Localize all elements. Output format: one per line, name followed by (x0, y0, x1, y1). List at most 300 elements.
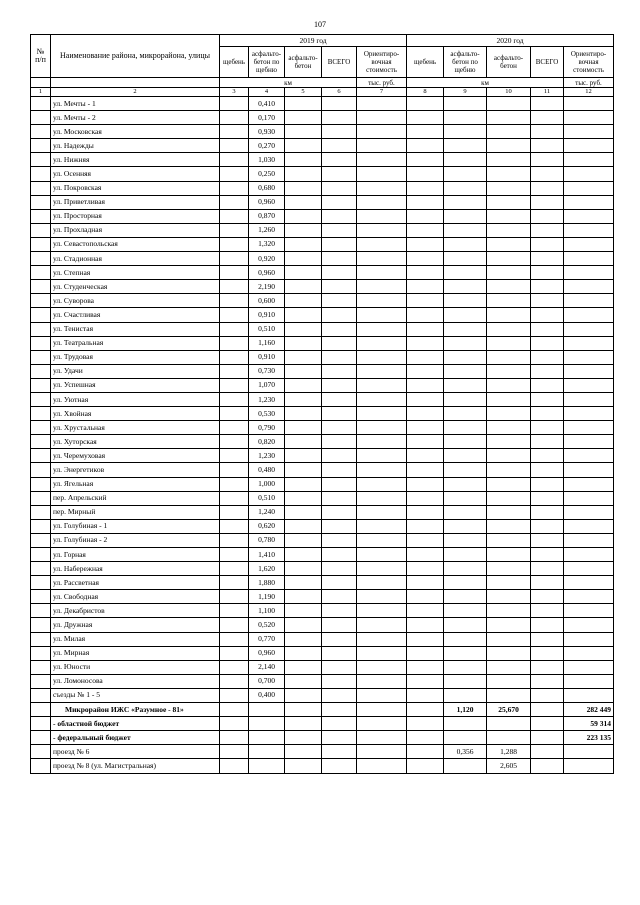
value-cell (357, 280, 407, 294)
value-cell (285, 477, 322, 491)
row-number-cell (31, 139, 51, 153)
value-cell (407, 294, 444, 308)
value-cell (357, 139, 407, 153)
asph-shch-2019-cell: 0,510 (249, 322, 285, 336)
row-number-cell (31, 562, 51, 576)
value-cell (285, 237, 322, 251)
value-cell (531, 491, 564, 505)
value-cell (444, 97, 487, 111)
value-cell (531, 195, 564, 209)
value-cell (357, 294, 407, 308)
value-cell (357, 364, 407, 378)
summary-name-cell: Микрорайон ИЖС «Разумное - 81» (51, 703, 220, 717)
value-cell (407, 646, 444, 660)
value-cell (444, 674, 487, 688)
value-cell (487, 237, 531, 251)
value-cell (285, 562, 322, 576)
value-cell (444, 632, 487, 646)
value-cell (407, 407, 444, 421)
value-cell (357, 660, 407, 674)
value-cell (487, 350, 531, 364)
value-cell (357, 632, 407, 646)
table-row (31, 533, 614, 547)
table-row (31, 322, 614, 336)
value-cell (322, 519, 357, 533)
value-cell (407, 548, 444, 562)
value-cell (357, 266, 407, 280)
row-number-cell (31, 125, 51, 139)
row-number-cell (31, 209, 51, 223)
name-header: Наименование района, микрорайона, улицы (51, 35, 220, 78)
row-number-cell (31, 407, 51, 421)
street-name-cell: ул. Свободная (51, 590, 220, 604)
value-cell (487, 576, 531, 590)
value-cell (220, 195, 249, 209)
value-cell (285, 407, 322, 421)
value-cell (564, 533, 614, 547)
value-cell (285, 660, 322, 674)
summary-name-cell: - федеральный бюджет (51, 731, 220, 745)
num-header: № п/п (31, 35, 51, 78)
value-cell (531, 745, 564, 759)
cost-2020-cell: 282 449 (564, 703, 614, 717)
value-cell (531, 378, 564, 392)
value-cell (220, 364, 249, 378)
value-cell (220, 717, 249, 731)
value-cell (444, 322, 487, 336)
value-cell (357, 209, 407, 223)
asph-shch-2019-cell: 0,530 (249, 407, 285, 421)
value-cell (564, 618, 614, 632)
table-row (31, 646, 614, 660)
value-cell (357, 308, 407, 322)
value-cell (285, 181, 322, 195)
value-cell (220, 576, 249, 590)
value-cell (322, 449, 357, 463)
value-cell (564, 237, 614, 251)
value-cell (322, 604, 357, 618)
table-row (31, 392, 614, 406)
street-name-cell: ул. Счастливая (51, 308, 220, 322)
value-cell (444, 618, 487, 632)
asph-shch-2019-cell: 0,620 (249, 519, 285, 533)
value-cell (285, 336, 322, 350)
value-cell (564, 153, 614, 167)
value-cell (322, 590, 357, 604)
street-name-cell: ул. Театральная (51, 336, 220, 350)
value-cell (444, 646, 487, 660)
value-cell (564, 97, 614, 111)
value-cell (322, 688, 357, 702)
value-cell (357, 477, 407, 491)
value-cell (487, 674, 531, 688)
value-cell (322, 223, 357, 237)
value-cell (407, 562, 444, 576)
asph-shch-2019-cell: 0,910 (249, 308, 285, 322)
value-cell (220, 505, 249, 519)
value-cell (357, 604, 407, 618)
value-cell (531, 618, 564, 632)
value-cell (531, 223, 564, 237)
value-cell (220, 674, 249, 688)
value-cell (531, 364, 564, 378)
row-number-cell (31, 632, 51, 646)
table-row (31, 308, 614, 322)
value-cell (531, 167, 564, 181)
table-row (31, 463, 614, 477)
asph-shch-2019-cell: 0,600 (249, 294, 285, 308)
row-number-cell (31, 421, 51, 435)
value-cell (444, 435, 487, 449)
value-cell (220, 252, 249, 266)
value-cell (407, 759, 444, 773)
value-cell (357, 463, 407, 477)
row-number-cell (31, 392, 51, 406)
value-cell (285, 618, 322, 632)
page-number: 107 (314, 20, 326, 29)
asph-shch-2019-cell: 1,230 (249, 392, 285, 406)
table-row (31, 125, 614, 139)
asph-shch-2019-cell: 0,930 (249, 125, 285, 139)
summary-row (31, 717, 614, 731)
value-cell (531, 505, 564, 519)
value-cell (322, 111, 357, 125)
value-cell (444, 153, 487, 167)
value-cell (564, 463, 614, 477)
value-cell (531, 308, 564, 322)
value-cell (285, 604, 322, 618)
value-cell (285, 491, 322, 505)
value-cell (487, 477, 531, 491)
value-cell (564, 308, 614, 322)
value-cell (531, 519, 564, 533)
value-cell (322, 392, 357, 406)
value-cell (322, 491, 357, 505)
value-cell (487, 125, 531, 139)
value-cell (357, 421, 407, 435)
value-cell (407, 660, 444, 674)
row-number-cell (31, 252, 51, 266)
value-cell (357, 252, 407, 266)
value-cell (322, 505, 357, 519)
asph-shch-2020-cell: 1,120 (444, 703, 487, 717)
value-cell (322, 745, 357, 759)
asph-shch-2019-cell: 1,880 (249, 576, 285, 590)
value-cell (220, 660, 249, 674)
asph-shch-2019-cell: 1,100 (249, 604, 285, 618)
value-cell (564, 209, 614, 223)
value-cell (444, 266, 487, 280)
value-cell (407, 252, 444, 266)
asph-shch-2019-cell: 0,920 (249, 252, 285, 266)
value-cell (564, 562, 614, 576)
value-cell (357, 350, 407, 364)
value-cell (357, 688, 407, 702)
row-number-cell (31, 604, 51, 618)
row-number-cell (31, 477, 51, 491)
summary-row (31, 731, 614, 745)
value-cell (487, 407, 531, 421)
value-cell (531, 407, 564, 421)
asph-shch-2019-cell: 1,620 (249, 562, 285, 576)
value-cell (407, 632, 444, 646)
table-row (31, 435, 614, 449)
row-number-cell (31, 364, 51, 378)
value-cell (357, 533, 407, 547)
value-cell (285, 139, 322, 153)
row-number-cell (31, 745, 51, 759)
value-cell (564, 280, 614, 294)
value-cell (357, 590, 407, 604)
value-cell (407, 378, 444, 392)
value-cell (531, 632, 564, 646)
value-cell (322, 618, 357, 632)
value-cell (322, 759, 357, 773)
value-cell (564, 660, 614, 674)
value-cell (444, 421, 487, 435)
value-cell (322, 308, 357, 322)
asph-shch-2020-cell (444, 717, 487, 731)
table-row (31, 252, 614, 266)
asph-2020-cell: 25,670 (487, 703, 531, 717)
value-cell (487, 223, 531, 237)
value-cell (220, 378, 249, 392)
asph-shch-2019-cell: 1,000 (249, 477, 285, 491)
value-cell (322, 477, 357, 491)
value-cell (444, 576, 487, 590)
value-cell (407, 421, 444, 435)
value-cell (357, 181, 407, 195)
value-cell (357, 674, 407, 688)
street-name-cell: пер. Апрельский (51, 491, 220, 505)
value-cell (487, 252, 531, 266)
table-row (31, 294, 614, 308)
value-cell (531, 280, 564, 294)
value-cell (357, 449, 407, 463)
street-name-cell: ул. Уютная (51, 392, 220, 406)
asph-2020-cell: 1,288 (487, 745, 531, 759)
value-cell (220, 745, 249, 759)
value-cell (487, 195, 531, 209)
asph-shch-2019-cell: 0,170 (249, 111, 285, 125)
value-cell (531, 435, 564, 449)
value-cell (531, 674, 564, 688)
value-cell (357, 519, 407, 533)
value-cell (220, 688, 249, 702)
unit-km-2019: км (220, 78, 357, 88)
value-cell (322, 97, 357, 111)
value-cell (220, 646, 249, 660)
street-name-cell: ул. Просторная (51, 209, 220, 223)
value-cell (407, 181, 444, 195)
value-cell (357, 223, 407, 237)
value-cell (285, 548, 322, 562)
value-cell (322, 660, 357, 674)
value-cell (531, 181, 564, 195)
value-cell (564, 336, 614, 350)
row-number-cell (31, 111, 51, 125)
value-cell (322, 139, 357, 153)
row-number-cell (31, 731, 51, 745)
cost-2020-cell (564, 745, 614, 759)
row-number-cell (31, 491, 51, 505)
value-cell (285, 745, 322, 759)
value-cell (564, 421, 614, 435)
asph-shch-2019-cell: 0,960 (249, 195, 285, 209)
street-name-cell: ул. Нижняя (51, 153, 220, 167)
asph-shch-2019-cell: 0,960 (249, 266, 285, 280)
summary-name-cell: проезд № 6 (51, 745, 220, 759)
value-cell (531, 688, 564, 702)
value-cell (407, 449, 444, 463)
table-row (31, 477, 614, 491)
value-cell (487, 336, 531, 350)
value-cell (357, 562, 407, 576)
asph-2020-cell (487, 717, 531, 731)
table-row (31, 209, 614, 223)
asph-shch-2019-cell: 0,680 (249, 181, 285, 195)
value-cell (564, 477, 614, 491)
value-cell (285, 308, 322, 322)
value-cell (564, 548, 614, 562)
row-number-cell (31, 280, 51, 294)
col-asph-shch-2020: асфальто-бетон по щебню (444, 47, 487, 78)
value-cell (444, 548, 487, 562)
asph-shch-2019-cell: 1,230 (249, 449, 285, 463)
cost-2020-cell: 59 314 (564, 717, 614, 731)
value-cell (220, 322, 249, 336)
row-number-cell (31, 449, 51, 463)
row-number-cell (31, 294, 51, 308)
value-cell (407, 590, 444, 604)
asph-2020-cell (487, 731, 531, 745)
value-cell (357, 717, 407, 731)
value-cell (407, 364, 444, 378)
summary-row (31, 759, 614, 773)
table-row (31, 449, 614, 463)
value-cell (444, 364, 487, 378)
table-row (31, 632, 614, 646)
value-cell (487, 632, 531, 646)
table-row (31, 111, 614, 125)
table-row (31, 280, 614, 294)
street-name-cell: ул. Суворова (51, 294, 220, 308)
value-cell (285, 632, 322, 646)
value-cell (487, 519, 531, 533)
value-cell (220, 759, 249, 773)
value-cell (444, 111, 487, 125)
value-cell (407, 167, 444, 181)
value-cell (357, 505, 407, 519)
value-cell (357, 111, 407, 125)
street-name-cell: ул. Ломоносова (51, 674, 220, 688)
value-cell (285, 646, 322, 660)
value-cell (564, 646, 614, 660)
row-number-cell (31, 463, 51, 477)
value-cell (220, 407, 249, 421)
value-cell (487, 533, 531, 547)
value-cell (407, 392, 444, 406)
value-cell (487, 266, 531, 280)
value-cell (322, 237, 357, 251)
value-cell (285, 576, 322, 590)
value-cell (407, 477, 444, 491)
value-cell (285, 590, 322, 604)
street-name-cell: ул. Хвойная (51, 407, 220, 421)
value-cell (444, 139, 487, 153)
row-number-cell (31, 674, 51, 688)
value-cell (487, 364, 531, 378)
summary-name-cell: - областной бюджет (51, 717, 220, 731)
value-cell (564, 519, 614, 533)
street-name-cell: ул. Степная (51, 266, 220, 280)
value-cell (220, 562, 249, 576)
asph-shch-2019-cell: 1,160 (249, 336, 285, 350)
value-cell (357, 336, 407, 350)
row-number-cell (31, 195, 51, 209)
row-number-cell (31, 505, 51, 519)
street-name-cell: ул. Дружная (51, 618, 220, 632)
street-name-cell: ул. Мечты - 2 (51, 111, 220, 125)
value-cell (357, 618, 407, 632)
row-number-cell (31, 646, 51, 660)
value-cell (285, 505, 322, 519)
value-cell (531, 336, 564, 350)
street-name-cell: ул. Голубиная - 1 (51, 519, 220, 533)
value-cell (407, 139, 444, 153)
asph-2020-cell: 2,605 (487, 759, 531, 773)
col-cost-2019: Ориентиро-вочная стоимость (357, 47, 407, 78)
value-cell (487, 505, 531, 519)
summary-row (31, 703, 614, 717)
value-cell (564, 392, 614, 406)
asph-shch-2019-cell: 0,400 (249, 688, 285, 702)
value-cell (444, 167, 487, 181)
value-cell (357, 435, 407, 449)
value-cell (407, 731, 444, 745)
value-cell (249, 731, 285, 745)
asph-shch-2019-cell: 0,870 (249, 209, 285, 223)
value-cell (285, 674, 322, 688)
value-cell (407, 153, 444, 167)
value-cell (564, 364, 614, 378)
row-number-cell (31, 576, 51, 590)
value-cell (407, 491, 444, 505)
value-cell (322, 167, 357, 181)
asph-shch-2020-cell: 0,356 (444, 745, 487, 759)
value-cell (407, 350, 444, 364)
asph-shch-2019-cell: 0,250 (249, 167, 285, 181)
value-cell (285, 378, 322, 392)
value-cell (444, 195, 487, 209)
value-cell (285, 195, 322, 209)
value-cell (322, 252, 357, 266)
street-name-cell: ул. Трудовая (51, 350, 220, 364)
value-cell (564, 294, 614, 308)
value-cell (487, 688, 531, 702)
value-cell (220, 618, 249, 632)
value-cell (487, 449, 531, 463)
cost-2020-cell: 223 135 (564, 731, 614, 745)
value-cell (220, 280, 249, 294)
value-cell (285, 463, 322, 477)
value-cell (322, 463, 357, 477)
value-cell (285, 435, 322, 449)
value-cell (220, 533, 249, 547)
table-row (31, 576, 614, 590)
street-name-cell: ул. Милая (51, 632, 220, 646)
value-cell (407, 604, 444, 618)
